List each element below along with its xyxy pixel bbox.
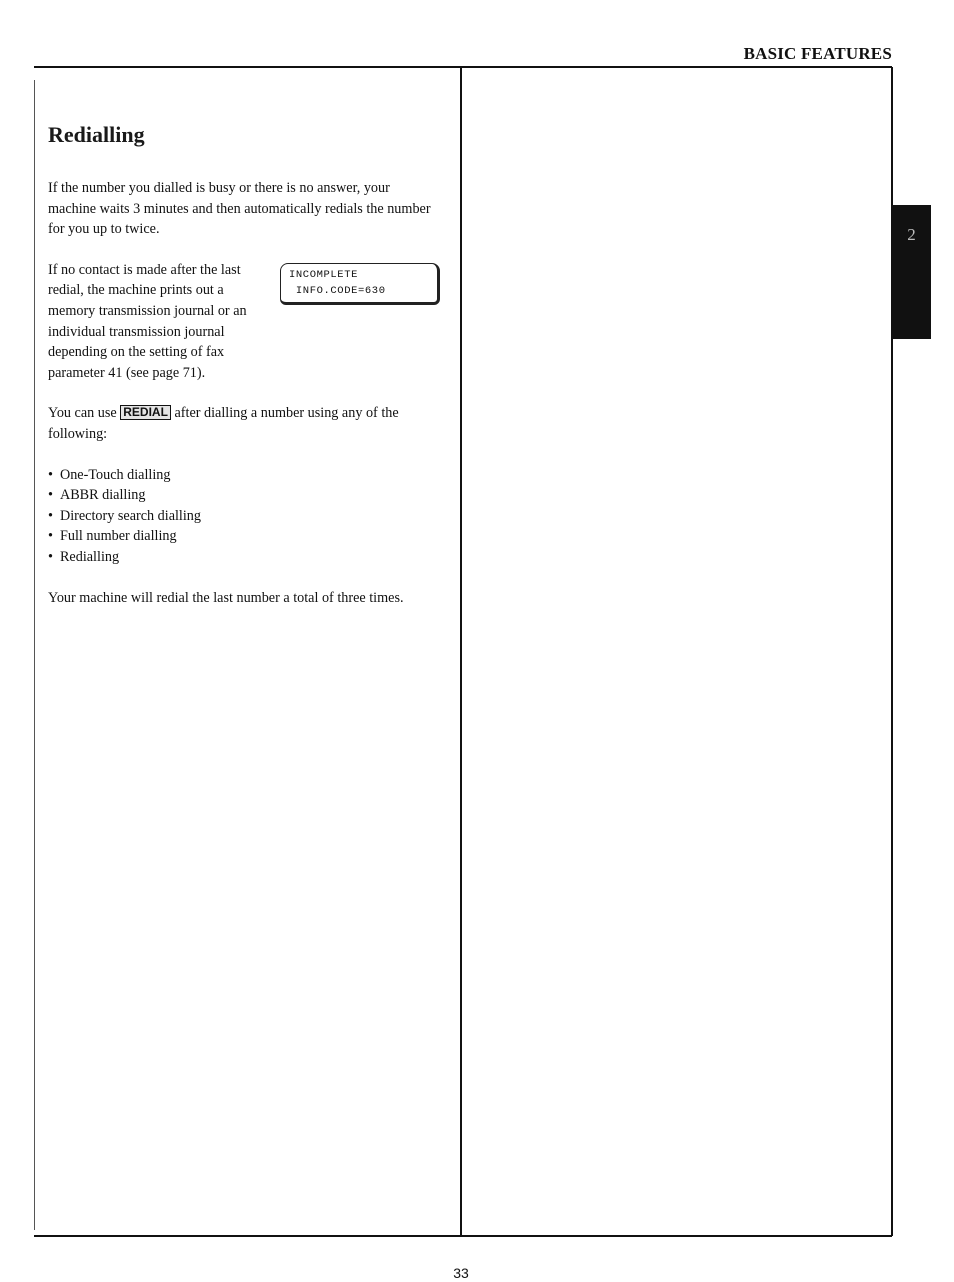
redial-usage-paragraph (48, 403, 440, 444)
dialling-methods-list (48, 465, 440, 568)
no-contact-paragraph: If no contact is made after the last redial, the machine prints out a memory transmission journal or an individual transmission journal depending on the setting of fax parameter 41 (see page 71). (48, 261, 247, 381)
list-item: • One-Touch dialling (48, 465, 440, 486)
section-header: BASIC FEATURES (743, 44, 892, 63)
intro-paragraph: If the number you dialled is busy or there is no answer, your machine waits 3 minutes and then automatically redials the number for you up to twice. (48, 180, 431, 238)
left-column (48, 122, 440, 628)
list-item: • ABBR dialling (48, 485, 440, 506)
bottom-rule (34, 1235, 892, 1237)
redial-count-paragraph: Your machine will redial the last number a total of three times. (48, 589, 404, 606)
usage-text-after: after dialling a number using any of the following: (48, 405, 399, 442)
chapter-number: 2 (907, 225, 916, 244)
page-title: Redialling (48, 122, 145, 147)
column-divider (460, 67, 462, 1236)
top-rule (34, 66, 892, 68)
journal-row (48, 260, 440, 404)
usage-text-before: You can use (48, 405, 121, 422)
lcd-line-1: INCOMPLETE (289, 268, 359, 281)
list-item: • Directory search dialling (48, 506, 440, 527)
list-item: • Redialling (48, 547, 440, 568)
lcd-line-2: INFO.CODE=630 (289, 284, 386, 297)
lcd-display (280, 263, 440, 305)
left-rule (34, 80, 35, 1230)
list-item: • Full number dialling (48, 526, 440, 547)
redial-key-icon: REDIAL (120, 405, 171, 420)
page-number: 33 (453, 1265, 469, 1281)
chapter-tab (892, 205, 931, 339)
